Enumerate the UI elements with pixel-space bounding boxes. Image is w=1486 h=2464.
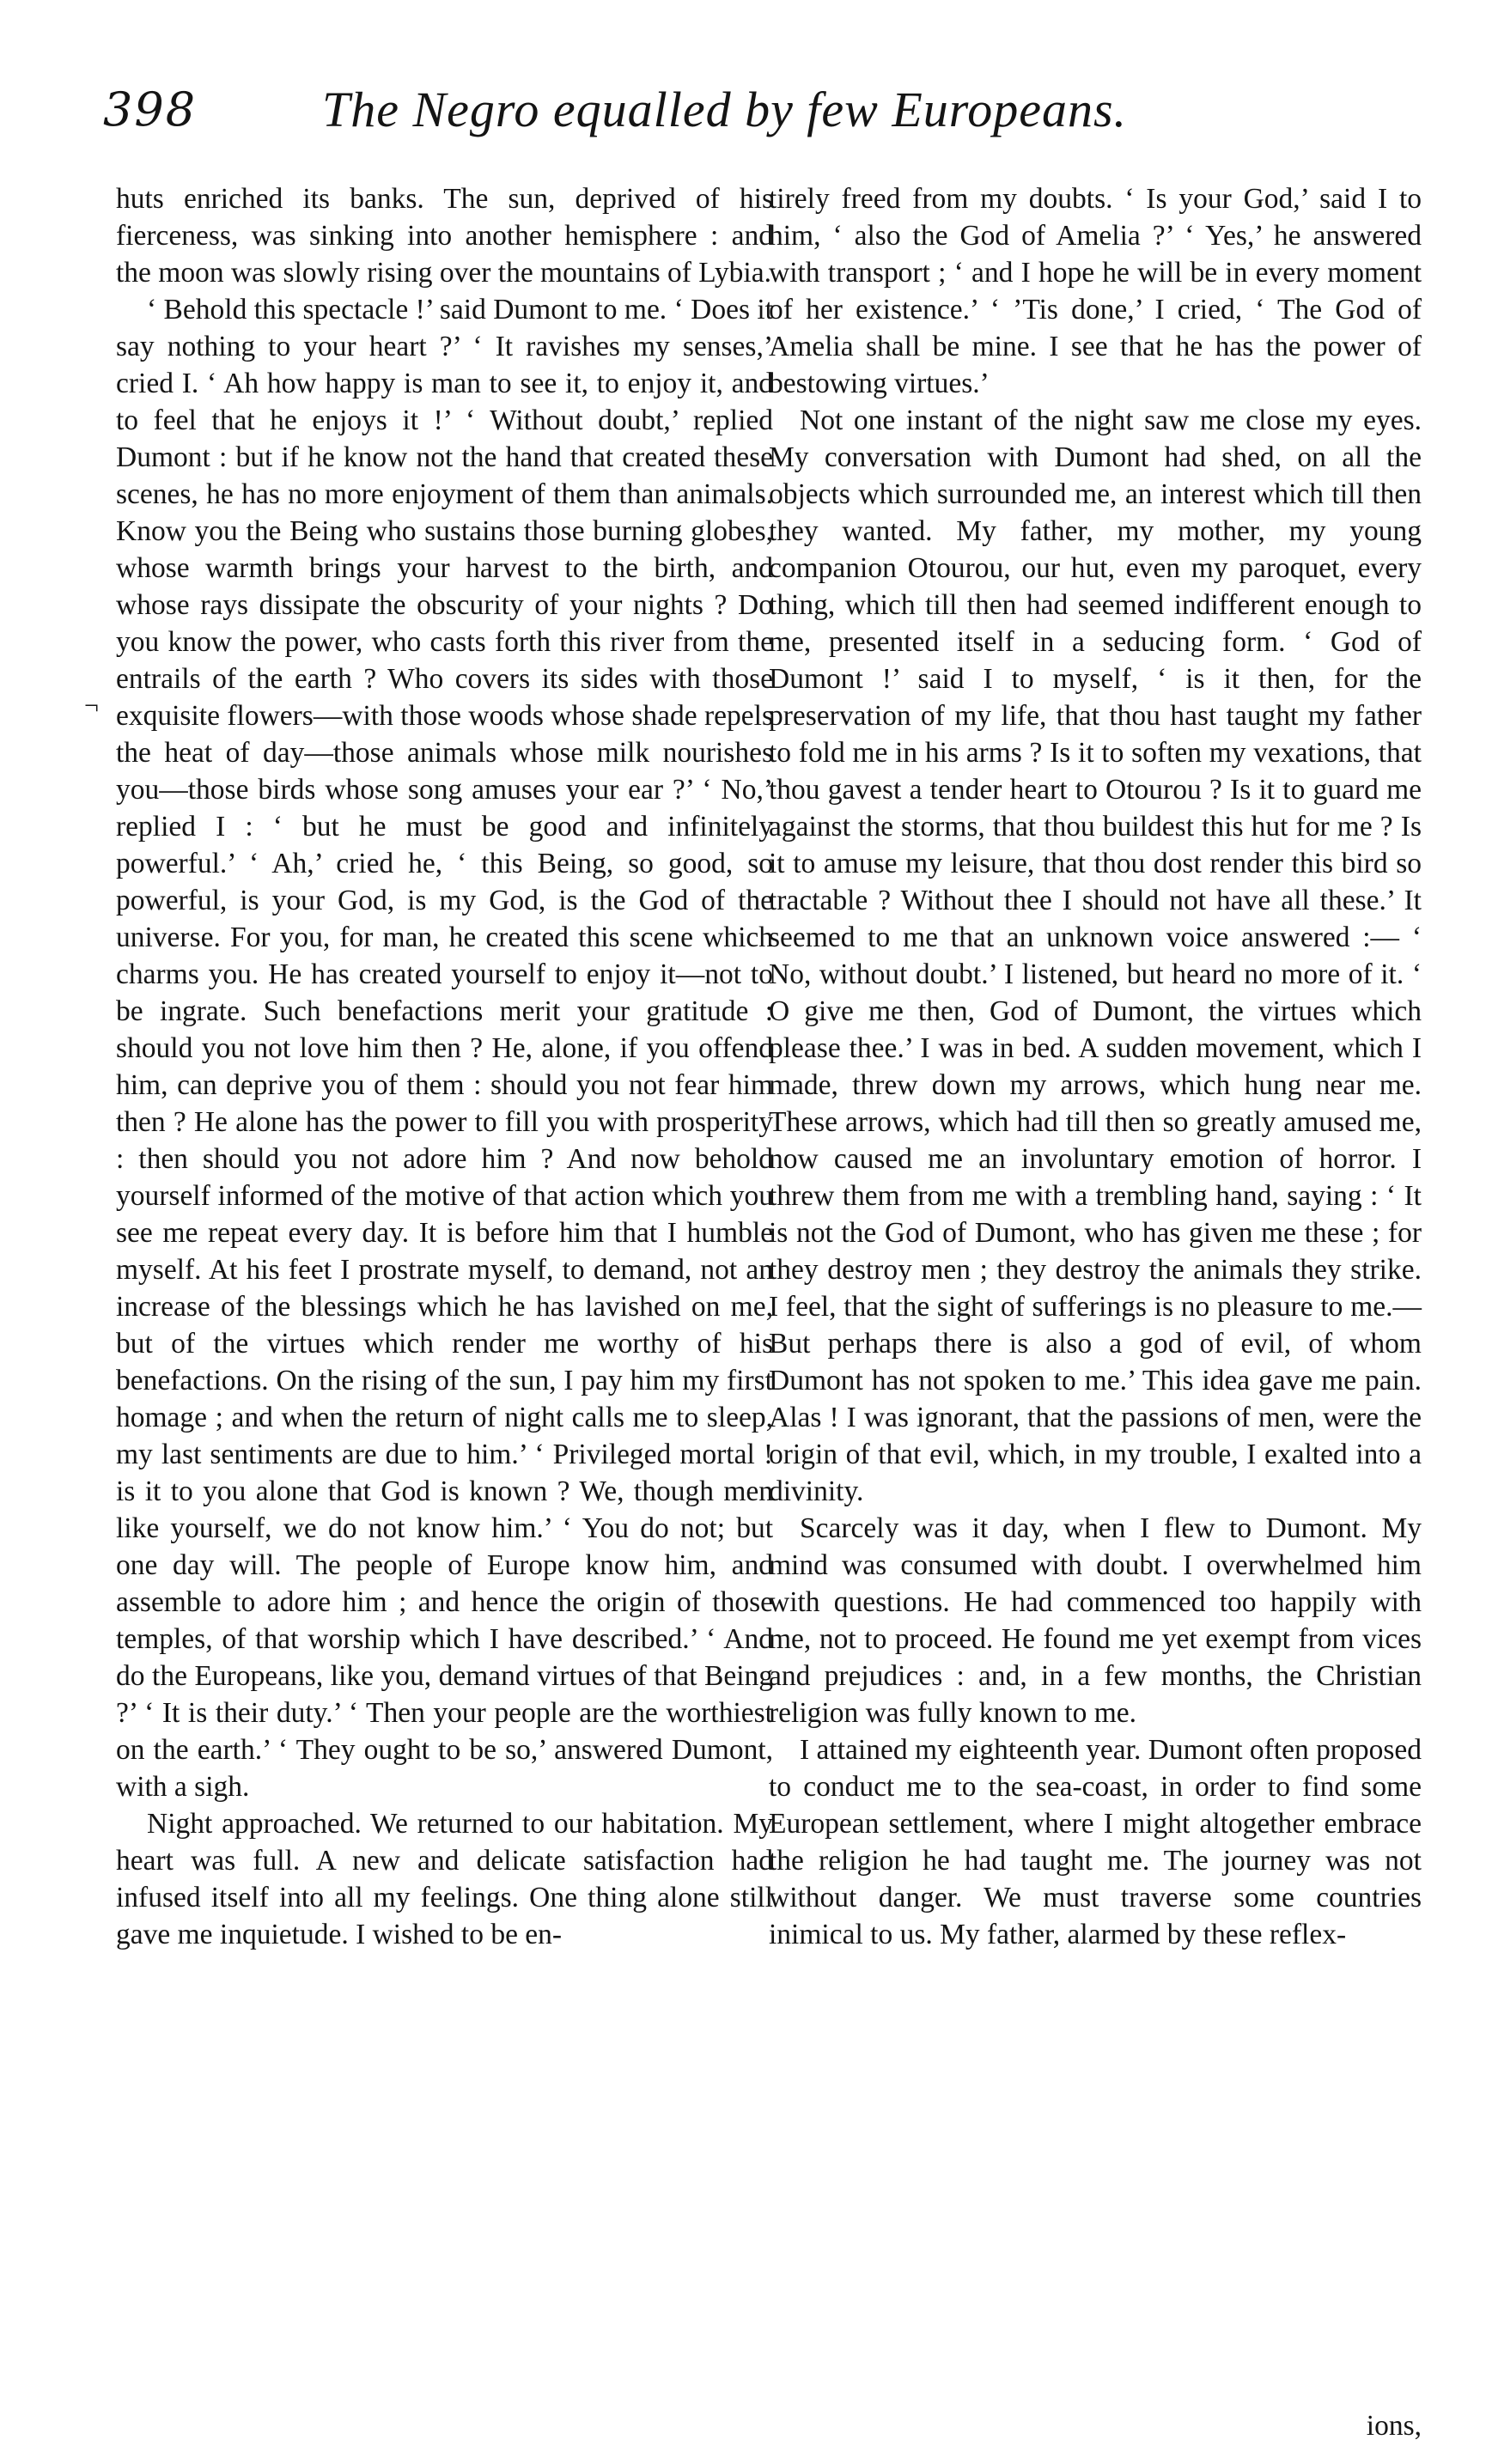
left-paragraph-3: Night approached. We returned to our habitation. My heart was full. A new and delicate satisfaction had infused itself into all my feelings. One thing alone still gave me inquietude. I wished to be en-: [116, 1808, 773, 1950]
right-paragraph-3: Scarcely was it day, when I flew to Dumont. My mind was consumed with doubt. I overwhelmed him with questions. He had commenced too happily with me, not to proceed. He found me yet exempt from vices and prejudices : and, in a few months, the Christian religion was fully known to me.: [769, 1512, 1422, 1729]
left-paragraph-1: huts enriched its banks. The sun, deprived of his fierceness, was sinking into another hemisphere : and the moon was slowly rising over the mountains of Lybia.: [116, 183, 773, 289]
page-header: [103, 76, 1409, 153]
running-title: The Negro equalled by few Europeans.: [322, 82, 1128, 137]
left-column: [116, 180, 773, 1953]
right-paragraph-4: I attained my eighteenth year. Dumont often proposed to conduct me to the sea-coast, in order to find some European settlement, where I might altogether embrace the religion he had taught me. The journey was not without danger. We must traverse some countries inimical to us. My father, alarmed by these reflex-: [769, 1734, 1422, 1950]
catchword: ions,: [1366, 2410, 1422, 2442]
right-paragraph-1: tirely freed from my doubts. ‘ Is your God,’ said I to him, ‘ also the God of Amelia ?’ ‘ Yes,’ he answered with transport ; ‘ and I hope he will be in every moment of her existence.’ ‘ ’Tis done,’ I cried, ‘ The God of Amelia shall be mine. I see that he has the power of bestowing virtues.’: [769, 183, 1422, 399]
page-number: 398: [103, 82, 198, 137]
right-paragraph-2: Not one instant of the night saw me close my eyes. My conversation with Dumont had shed, on all the objects which surrounded me, an interest which till then they wanted. My father, my mother, my young companion Otourou, our hut, even my paroquet, every thing, which till then had seemed indifferent enough to me, presented itself in a seducing form. ‘ God of Dumont !’ said I to myself, ‘ is it then, for the preservation of my life, that thou hast taught my father to fold me in his arms ? Is it to soften my vexations, that thou gavest a tender heart to Otourou ? Is it to guard me against the storms, that thou buildest this hut for me ? Is it to amuse my leisure, that thou dost render this bird so tractable ? Without thee I should not have all these.’ It seemed to me that an unknown voice answered :— ‘ No, without doubt.’ I listened, but heard no more of it. ‘ O give me then, God of Dumont, the virtues which please thee.’ I was in bed. A sudden movement, which I made, threw down my arrows, which hung near me. These arrows, which had till then so greatly amused me, now caused me an involuntary emotion of horror. I threw them from me with a trembling hand, saying : ‘ It is not the God of Dumont, who has given me these ; for they destroy men ; they destroy the animals they strike. I feel, that the sight of sufferings is no pleasure to me.— But perhaps there is also a god of evil, of whom Dumont has not spoken to me.’ This idea gave me pain. Alas ! I was ignorant, that the passions of men, were the origin of that evil, which, in my trouble, I exalted into a divinity.: [769, 405, 1422, 1507]
left-paragraph-2: ‘ Behold this spectacle !’ said Dumont to me. ‘ Does it say nothing to your heart ?’ ‘ It ravishes my senses,’ cried I. ‘ Ah how happy is man to see it, to enjoy it, and to feel that he enjoys it !’ ‘ Without doubt,’ replied Dumont : but if he know not the hand that created these scenes, he has no more enjoyment of them than animals. Know you the Being who sustains those burning globes, whose warmth brings your harvest to the birth, and whose rays dissipate the obscurity of your nights ? Do you know the power, who casts forth this river from the entrails of the earth ? Who covers its sides with those exquisite flowers—with those woods whose shade repels the heat of day—those animals whose milk nourishes you—those birds whose song amuses your ear ?’ ‘ No,’ replied I : ‘ but he must be good and infinitely powerful.’ ‘ Ah,’ cried he, ‘ this Being, so good, so powerful, is your God, is my God, is the God of the universe. For you, for man, he created this scene which charms you. He has created yourself to enjoy it—not to be ingrate. Such benefactions merit your gratitude : should you not love him then ? He, alone, if you offend him, can deprive you of them : should you not fear him then ? He alone has the power to fill you with prosperity : then should you not adore him ? And now behold yourself informed of the motive of that action which you see me repeat every day. It is before him that I humble myself. At his feet I prostrate myself, to demand, not an increase of the blessings which he has lavished on me, but of the virtues which render me worthy of his benefactions. On the rising of the sun, I pay him my first homage ; and when the return of night calls me to sleep, my last sentiments are due to him.’ ‘ Privileged mortal ! is it to you alone that God is known ? We, though men like yourself, we do not know him.’ ‘ You do not; but one day will. The people of Europe know him, and assemble to adore him ; and hence the origin of those temples, of that worship which I have described.’ ‘ And do the Europeans, like you, demand virtues of that Being ?’ ‘ It is their duty.’ ‘ Then your people are the worthiest on the earth.’ ‘ They ought to be so,’ answered Dumont, with a sigh.: [116, 294, 773, 1803]
margin-mark: ¬: [84, 691, 99, 720]
right-column: [769, 180, 1422, 1953]
